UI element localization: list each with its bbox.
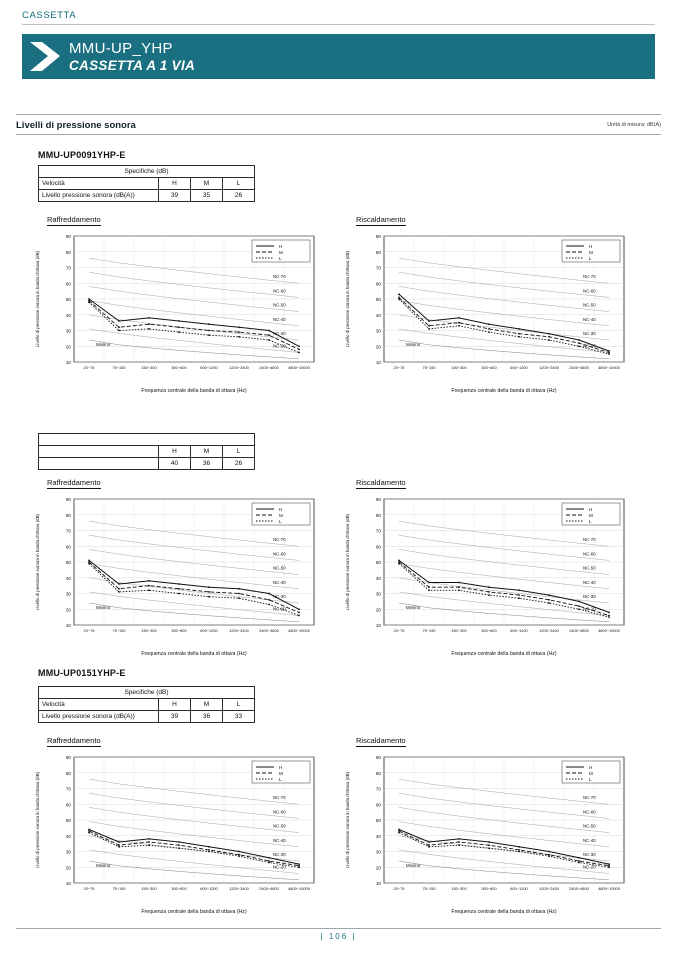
- spec-value-label: Livello pressione sonora (dB(A)): [39, 190, 159, 202]
- svg-text:H: H: [279, 764, 283, 770]
- svg-text:10: 10: [375, 623, 381, 628]
- svg-text:150~300: 150~300: [141, 628, 157, 633]
- svg-text:Livello di pressione sonora in: Livello di pressione sonora in banda d'ottava (dB): [345, 513, 350, 611]
- svg-text:L: L: [589, 776, 592, 782]
- svg-text:60: 60: [65, 802, 71, 808]
- svg-text:1200~2400: 1200~2400: [229, 886, 249, 891]
- spec-value-label: Livello pressione sonora (dB(A)): [39, 711, 159, 723]
- chart-heating-1: [340, 228, 632, 396]
- svg-text:20: 20: [375, 607, 381, 613]
- spec-col-l: L: [223, 178, 255, 190]
- svg-text:Livello di pressione sonora in: Livello di pressione sonora in banda d'ottava (dB): [345, 771, 350, 869]
- svg-text:M: M: [589, 512, 593, 518]
- chart-cooling-2: [30, 491, 322, 659]
- svg-text:2400~4800: 2400~4800: [569, 886, 589, 891]
- breadcrumb: CASSETTA: [22, 10, 77, 21]
- svg-text:50: 50: [375, 818, 381, 823]
- svg-text:NC-20: NC-20: [273, 343, 286, 349]
- svg-text:20: 20: [65, 344, 71, 350]
- svg-text:NC-60: NC-60: [273, 809, 286, 815]
- svg-text:Minimo: Minimo: [96, 863, 111, 868]
- chart-title-cooling-3: Raffreddamento: [47, 736, 101, 745]
- svg-text:600~1200: 600~1200: [200, 886, 218, 891]
- svg-text:20: 20: [65, 607, 71, 613]
- table-row: [39, 687, 255, 699]
- section-divider-top: [16, 114, 661, 115]
- page-number-right-bar: |: [352, 932, 357, 941]
- svg-text:300~600: 300~600: [481, 628, 497, 633]
- svg-text:1200~2400: 1200~2400: [229, 628, 249, 633]
- spec-table-1: [38, 165, 255, 202]
- svg-text:L: L: [279, 776, 282, 782]
- svg-text:NC-70: NC-70: [273, 537, 286, 543]
- svg-text:NC-40: NC-40: [273, 837, 286, 843]
- table-row: [39, 699, 255, 711]
- svg-text:NC-20: NC-20: [583, 864, 596, 870]
- svg-text:2400~4800: 2400~4800: [259, 628, 279, 633]
- svg-text:Frequenza centrale della banda: Frequenza centrale della banda di ottava (Hz): [141, 909, 247, 915]
- svg-text:90: 90: [375, 234, 381, 239]
- svg-text:50: 50: [65, 560, 71, 565]
- svg-text:Frequenza centrale della banda: Frequenza centrale della banda di ottava (Hz): [451, 651, 557, 657]
- svg-text:20~75: 20~75: [83, 628, 95, 633]
- svg-text:70: 70: [65, 786, 71, 792]
- svg-text:70: 70: [65, 528, 71, 534]
- svg-text:1200~2400: 1200~2400: [539, 365, 559, 370]
- svg-text:M: M: [279, 512, 283, 518]
- table-row: [39, 166, 255, 178]
- svg-text:M: M: [279, 770, 283, 776]
- svg-text:1200~2400: 1200~2400: [229, 365, 249, 370]
- table-row: [39, 711, 255, 723]
- svg-text:20~75: 20~75: [393, 628, 405, 633]
- svg-text:L: L: [589, 255, 592, 261]
- svg-text:150~300: 150~300: [451, 628, 467, 633]
- spec-value-l: 26: [223, 458, 255, 470]
- table-row: [39, 190, 255, 202]
- svg-text:30: 30: [65, 591, 71, 597]
- svg-text:NC-50: NC-50: [273, 302, 286, 308]
- svg-text:80: 80: [375, 249, 381, 255]
- svg-text:2400~4800: 2400~4800: [259, 365, 279, 370]
- section-divider-bottom: [16, 134, 661, 135]
- svg-text:30: 30: [375, 328, 381, 334]
- spec-col-l: L: [223, 446, 255, 458]
- svg-text:600~1200: 600~1200: [510, 365, 528, 370]
- svg-text:40: 40: [375, 312, 381, 318]
- spec-col-m: M: [191, 178, 223, 190]
- svg-text:NC-20: NC-20: [583, 343, 596, 349]
- svg-text:300~600: 300~600: [171, 628, 187, 633]
- svg-text:75~150: 75~150: [112, 365, 126, 370]
- svg-text:Livello di pressione sonora in: Livello di pressione sonora in banda d'ottava (dB): [35, 250, 40, 348]
- svg-text:NC-50: NC-50: [583, 302, 596, 308]
- svg-text:NC-70: NC-70: [273, 274, 286, 280]
- svg-text:90: 90: [65, 755, 71, 760]
- chart-title-cooling-2: Raffreddamento: [47, 478, 101, 487]
- svg-text:60: 60: [375, 544, 381, 550]
- chart-title-heating-3: Riscaldamento: [356, 736, 406, 745]
- svg-text:NC-40: NC-40: [583, 579, 596, 585]
- svg-text:2400~4800: 2400~4800: [259, 886, 279, 891]
- svg-text:H: H: [589, 243, 593, 249]
- spec-row-label: [39, 446, 159, 458]
- svg-text:M: M: [589, 249, 593, 255]
- svg-text:NC-60: NC-60: [273, 288, 286, 294]
- svg-text:50: 50: [375, 560, 381, 565]
- svg-text:NC-30: NC-30: [583, 593, 596, 599]
- spec-col-m: M: [191, 699, 223, 711]
- svg-text:H: H: [589, 506, 593, 512]
- table-row: [39, 446, 255, 458]
- page-number: [0, 932, 677, 941]
- svg-text:60: 60: [375, 281, 381, 287]
- spec-value-m: 35: [191, 190, 223, 202]
- svg-text:NC-40: NC-40: [583, 316, 596, 322]
- table-row: [39, 178, 255, 190]
- footer-divider: [16, 928, 661, 929]
- svg-text:L: L: [589, 518, 592, 524]
- spec-row-label: Velocità: [39, 178, 159, 190]
- spec-value-m: 36: [191, 458, 223, 470]
- page-subtitle: CASSETTA A 1 VIA: [69, 57, 196, 73]
- svg-text:Minimo: Minimo: [96, 605, 111, 610]
- spec-value-h: 40: [159, 458, 191, 470]
- chevron-right-icon: [22, 34, 69, 79]
- svg-text:Livello di pressione sonora in: Livello di pressione sonora in banda d'ottava (dB): [35, 771, 40, 869]
- spec-value-m: 36: [191, 711, 223, 723]
- page-number-value: 106: [328, 932, 349, 941]
- svg-text:75~150: 75~150: [422, 886, 436, 891]
- chart-title-cooling-1: Raffreddamento: [47, 215, 101, 224]
- svg-text:300~600: 300~600: [481, 886, 497, 891]
- svg-text:70: 70: [375, 786, 381, 792]
- svg-text:50: 50: [65, 818, 71, 823]
- spec-value-label: [39, 458, 159, 470]
- svg-text:NC-60: NC-60: [583, 551, 596, 557]
- svg-text:90: 90: [375, 497, 381, 502]
- svg-text:Frequenza centrale della banda: Frequenza centrale della banda di ottava (Hz): [141, 651, 247, 657]
- svg-text:NC-20: NC-20: [273, 864, 286, 870]
- svg-text:H: H: [279, 243, 283, 249]
- svg-text:75~150: 75~150: [422, 365, 436, 370]
- svg-text:NC-70: NC-70: [583, 274, 596, 280]
- svg-text:600~1200: 600~1200: [510, 628, 528, 633]
- svg-text:NC-50: NC-50: [273, 823, 286, 829]
- svg-text:Minimo: Minimo: [406, 605, 421, 610]
- svg-text:NC-60: NC-60: [273, 551, 286, 557]
- svg-text:NC-40: NC-40: [273, 316, 286, 322]
- svg-text:NC-60: NC-60: [583, 809, 596, 815]
- svg-text:80: 80: [65, 512, 71, 518]
- svg-text:75~150: 75~150: [422, 628, 436, 633]
- svg-text:30: 30: [65, 849, 71, 855]
- svg-text:300~600: 300~600: [171, 886, 187, 891]
- svg-text:20~75: 20~75: [393, 886, 405, 891]
- svg-text:4800~10000: 4800~10000: [288, 365, 310, 370]
- svg-text:60: 60: [65, 544, 71, 550]
- breadcrumb-divider: [22, 24, 655, 25]
- chart-title-heating-2: Riscaldamento: [356, 478, 406, 487]
- svg-text:L: L: [279, 255, 282, 261]
- svg-text:75~150: 75~150: [112, 886, 126, 891]
- spec-row-label: Velocità: [39, 699, 159, 711]
- svg-text:300~600: 300~600: [171, 365, 187, 370]
- svg-text:M: M: [589, 770, 593, 776]
- page-header-bar: [22, 34, 655, 79]
- svg-text:NC-20: NC-20: [583, 606, 596, 612]
- svg-text:NC-30: NC-30: [273, 330, 286, 336]
- chart-cooling-3: [30, 749, 322, 917]
- svg-text:150~300: 150~300: [451, 365, 467, 370]
- table-row: [39, 458, 255, 470]
- svg-text:NC-70: NC-70: [273, 795, 286, 801]
- page-title: MMU-UP_YHP: [69, 39, 173, 57]
- table-row: [39, 434, 255, 446]
- svg-text:NC-30: NC-30: [273, 851, 286, 857]
- spec-col-h: H: [159, 699, 191, 711]
- svg-text:80: 80: [375, 770, 381, 776]
- spec-col-l: L: [223, 699, 255, 711]
- svg-text:4800~10000: 4800~10000: [598, 886, 620, 891]
- svg-text:2400~4800: 2400~4800: [569, 628, 589, 633]
- svg-text:50: 50: [65, 297, 71, 302]
- svg-text:Frequenza centrale della banda: Frequenza centrale della banda di ottava (Hz): [451, 909, 557, 915]
- svg-text:600~1200: 600~1200: [200, 628, 218, 633]
- page-number-left-bar: |: [320, 932, 325, 941]
- svg-text:30: 30: [375, 591, 381, 597]
- svg-text:70: 70: [375, 265, 381, 271]
- svg-text:30: 30: [375, 849, 381, 855]
- model-label-1: MMU-UP0091YHP-E: [38, 150, 126, 160]
- svg-text:10: 10: [375, 360, 381, 365]
- svg-text:4800~10000: 4800~10000: [598, 628, 620, 633]
- svg-text:150~300: 150~300: [141, 886, 157, 891]
- svg-text:90: 90: [65, 234, 71, 239]
- svg-text:1200~2400: 1200~2400: [539, 628, 559, 633]
- spec-col-h: H: [159, 178, 191, 190]
- spec-value-h: 39: [159, 190, 191, 202]
- svg-text:20: 20: [375, 344, 381, 350]
- spec-table-3: [38, 686, 255, 723]
- svg-text:NC-30: NC-30: [583, 330, 596, 336]
- svg-text:50: 50: [375, 297, 381, 302]
- spec-table-2: [38, 433, 255, 470]
- svg-text:Minimo: Minimo: [406, 863, 421, 868]
- svg-text:10: 10: [375, 881, 381, 886]
- svg-text:NC-60: NC-60: [583, 288, 596, 294]
- svg-text:H: H: [279, 506, 283, 512]
- spec-value-l: 33: [223, 711, 255, 723]
- svg-text:4800~10000: 4800~10000: [288, 628, 310, 633]
- svg-text:300~600: 300~600: [481, 365, 497, 370]
- svg-text:10: 10: [65, 881, 71, 886]
- section-unit-note: Unità di misura: dB(A): [607, 122, 661, 128]
- svg-text:80: 80: [65, 249, 71, 255]
- svg-text:Livello di pressione sonora in: Livello di pressione sonora in banda d'ottava (dB): [35, 513, 40, 611]
- page-title-group: [69, 40, 195, 74]
- svg-text:NC-40: NC-40: [273, 579, 286, 585]
- svg-text:40: 40: [65, 833, 71, 839]
- svg-text:80: 80: [375, 512, 381, 518]
- svg-text:150~300: 150~300: [451, 886, 467, 891]
- svg-text:Minimo: Minimo: [96, 342, 111, 347]
- svg-text:40: 40: [375, 833, 381, 839]
- chart-heating-3: [340, 749, 632, 917]
- svg-text:70: 70: [65, 265, 71, 271]
- svg-text:40: 40: [65, 312, 71, 318]
- svg-text:30: 30: [65, 328, 71, 334]
- svg-text:90: 90: [375, 755, 381, 760]
- svg-text:70: 70: [375, 528, 381, 534]
- svg-text:NC-40: NC-40: [583, 837, 596, 843]
- chart-cooling-1: [30, 228, 322, 396]
- svg-text:Frequenza centrale della banda: Frequenza centrale della banda di ottava (Hz): [141, 388, 247, 394]
- svg-text:10: 10: [65, 623, 71, 628]
- svg-text:60: 60: [375, 802, 381, 808]
- svg-text:2400~4800: 2400~4800: [569, 365, 589, 370]
- svg-text:NC-30: NC-30: [583, 851, 596, 857]
- spec-col-h: H: [159, 446, 191, 458]
- svg-text:600~1200: 600~1200: [200, 365, 218, 370]
- svg-text:NC-70: NC-70: [583, 795, 596, 801]
- svg-text:1200~2400: 1200~2400: [539, 886, 559, 891]
- svg-text:40: 40: [65, 575, 71, 581]
- svg-text:Minimo: Minimo: [406, 342, 421, 347]
- model-label-2: MMU-UP0151YHP-E: [38, 668, 126, 678]
- svg-text:NC-50: NC-50: [583, 823, 596, 829]
- svg-text:4800~10000: 4800~10000: [288, 886, 310, 891]
- svg-text:NC-70: NC-70: [583, 537, 596, 543]
- svg-text:Livello di pressione sonora in: Livello di pressione sonora in banda d'ottava (dB): [345, 250, 350, 348]
- section-title: Livelli di pressione sonora: [16, 120, 136, 131]
- svg-text:40: 40: [375, 575, 381, 581]
- svg-text:Frequenza centrale della banda: Frequenza centrale della banda di ottava (Hz): [451, 388, 557, 394]
- svg-text:20: 20: [65, 865, 71, 871]
- svg-text:NC-20: NC-20: [273, 606, 286, 612]
- svg-text:600~1200: 600~1200: [510, 886, 528, 891]
- svg-text:20~75: 20~75: [83, 886, 95, 891]
- chart-title-heating-1: Riscaldamento: [356, 215, 406, 224]
- svg-text:20~75: 20~75: [83, 365, 95, 370]
- svg-text:75~150: 75~150: [112, 628, 126, 633]
- spec-caption: Specifiche (dB): [39, 687, 255, 699]
- svg-text:NC-30: NC-30: [273, 593, 286, 599]
- svg-text:20~75: 20~75: [393, 365, 405, 370]
- spec-col-m: M: [191, 446, 223, 458]
- svg-text:M: M: [279, 249, 283, 255]
- svg-text:60: 60: [65, 281, 71, 287]
- spec-caption: [39, 434, 255, 446]
- svg-text:90: 90: [65, 497, 71, 502]
- svg-text:20: 20: [375, 865, 381, 871]
- svg-text:NC-50: NC-50: [583, 565, 596, 571]
- svg-text:NC-50: NC-50: [273, 565, 286, 571]
- svg-text:H: H: [589, 764, 593, 770]
- spec-caption: Specifiche (dB): [39, 166, 255, 178]
- spec-value-h: 39: [159, 711, 191, 723]
- svg-text:4800~10000: 4800~10000: [598, 365, 620, 370]
- svg-text:L: L: [279, 518, 282, 524]
- svg-text:80: 80: [65, 770, 71, 776]
- svg-text:10: 10: [65, 360, 71, 365]
- svg-text:150~300: 150~300: [141, 365, 157, 370]
- spec-value-l: 26: [223, 190, 255, 202]
- chart-heating-2: [340, 491, 632, 659]
